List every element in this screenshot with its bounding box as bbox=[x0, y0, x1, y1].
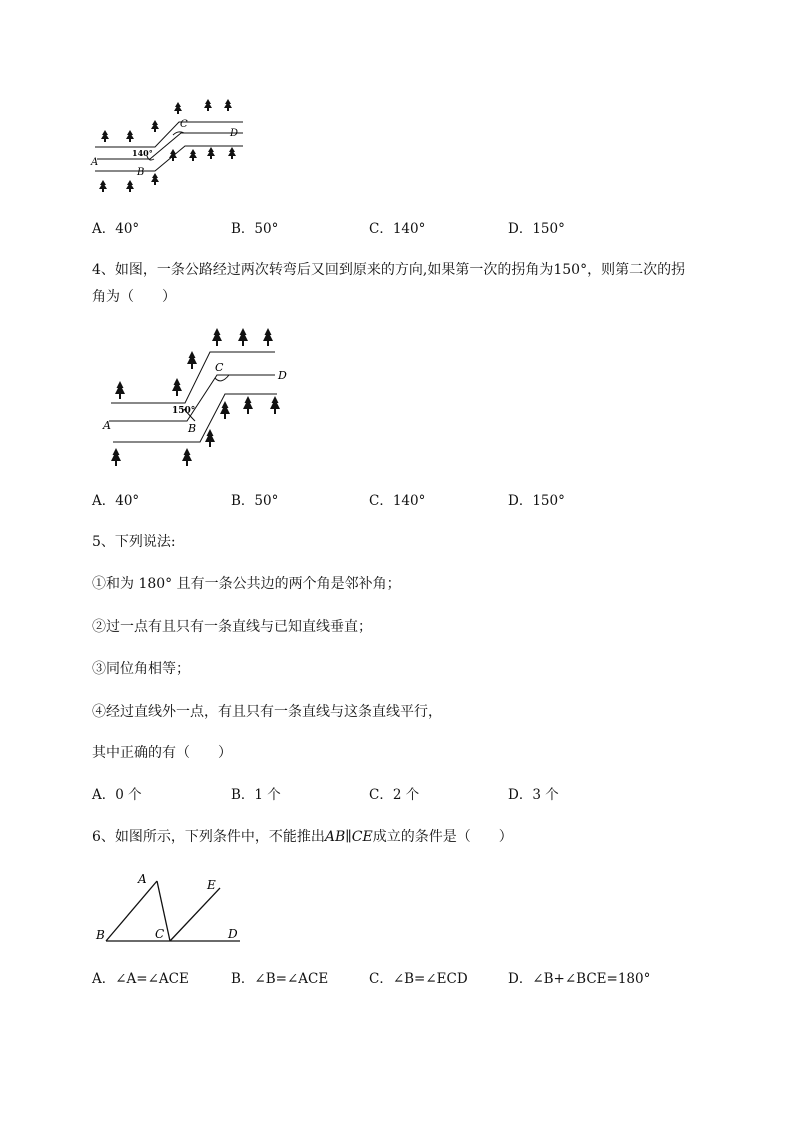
q6-stem bbox=[92, 827, 513, 847]
q3-option-b[interactable]: B．50° bbox=[231, 221, 279, 237]
q6-label-c: C bbox=[155, 927, 165, 941]
q6-label-d: D bbox=[228, 927, 238, 941]
q5-option-c[interactable]: C．2 个 bbox=[369, 787, 420, 803]
q4-option-d[interactable]: D．150° bbox=[508, 493, 565, 509]
q6-geometry-figure bbox=[90, 866, 250, 948]
q3-road-figure bbox=[85, 95, 255, 200]
q5-option-d[interactable]: D．3 个 bbox=[508, 787, 559, 803]
q6-stem-after: 成立的条件是（ ） bbox=[372, 829, 513, 845]
q4-option-b[interactable]: B．50° bbox=[231, 493, 279, 509]
q6-stem-math: AB∥CE bbox=[324, 829, 373, 845]
q6-option-d[interactable]: D．∠B+∠BCE=180° bbox=[508, 971, 651, 987]
q4-label-d: D bbox=[278, 369, 287, 382]
q4-road-figure bbox=[95, 320, 290, 475]
q3-option-d[interactable]: D．150° bbox=[508, 221, 565, 237]
q4-angle-label: 150° bbox=[172, 406, 196, 416]
q5-statement-1: ①和为 180° 且有一条公共边的两个角是邻补角； bbox=[92, 576, 401, 592]
q4-label-c: C bbox=[215, 361, 224, 374]
q3-angle-label: 140° bbox=[132, 148, 153, 158]
q5-option-a[interactable]: A．0 个 bbox=[92, 787, 142, 803]
q6-label-a: A bbox=[138, 872, 147, 886]
q6-option-a[interactable]: A．∠A=∠ACE bbox=[92, 971, 189, 987]
q6-label-e: E bbox=[207, 878, 216, 892]
q4-stem-line2: 角为（ ） bbox=[92, 289, 176, 305]
q4-label-a: A bbox=[103, 419, 111, 432]
q5-statement-2: ②过一点有且只有一条直线与已知直线垂直； bbox=[92, 619, 372, 635]
q6-option-b[interactable]: B．∠B=∠ACE bbox=[231, 971, 329, 987]
q4-option-a[interactable]: A．40° bbox=[92, 493, 140, 509]
q4-option-c[interactable]: C．140° bbox=[369, 493, 426, 509]
q5-statement-3: ③同位角相等； bbox=[92, 661, 190, 677]
q3-option-a[interactable]: A．40° bbox=[92, 221, 140, 237]
q3-label-c: C bbox=[180, 119, 188, 130]
q6-label-b: B bbox=[96, 928, 105, 942]
q4-stem-line1: 4、如图，一条公路经过两次转弯后又回到原来的方向,如果第一次的拐角为150°，则第二次的拐 bbox=[92, 262, 686, 278]
q6-stem-before: 6、如图所示，下列条件中，不能推出 bbox=[92, 829, 325, 845]
q5-stem: 5、下列说法: bbox=[92, 534, 176, 550]
q4-label-b: B bbox=[188, 422, 197, 435]
q5-statement-4: ④经过直线外一点，有且只有一条直线与这条直线平行， bbox=[92, 704, 442, 720]
q4-trees bbox=[111, 328, 280, 466]
q3-label-b: B bbox=[137, 167, 145, 178]
q3-label-d: D bbox=[230, 128, 239, 139]
q6-option-c[interactable]: C．∠B=∠ECD bbox=[369, 971, 468, 987]
q3-option-c[interactable]: C．140° bbox=[369, 221, 426, 237]
q5-option-b[interactable]: B．1 个 bbox=[231, 787, 281, 803]
q3-label-a: A bbox=[91, 157, 99, 168]
q5-question: 其中正确的有（ ） bbox=[92, 745, 232, 761]
